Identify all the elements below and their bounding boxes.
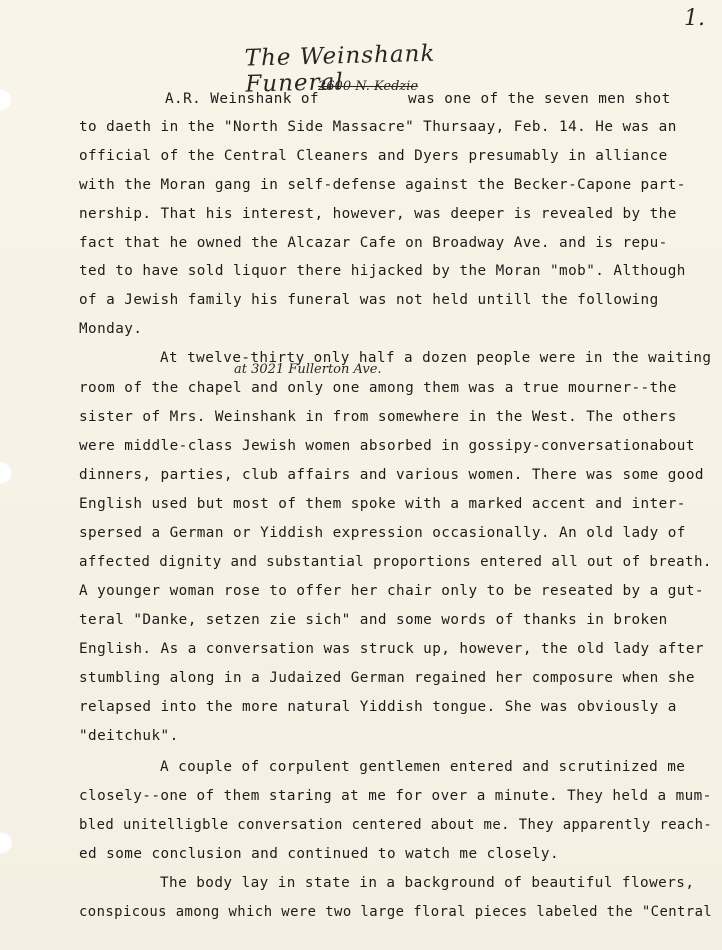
handwritten-title: The Weinshank Funeral: [244, 40, 436, 98]
text-line: A couple of corpulent gentlemen entered and scrutinized me: [160, 759, 686, 775]
text-line: ed some conclusion and continued to watch me closely.: [79, 846, 560, 862]
handwritten-insertion: at 3021 Fullerton Ave.: [234, 362, 382, 377]
text-line: At twelve-thirty only half a dozen people were in the waiting: [160, 350, 712, 366]
text-line: English. As a conversation was struck up, however, the old lady after: [79, 641, 704, 657]
text-line: ted to have sold liquor there hijacked by the Moran "mob". Although: [79, 263, 686, 279]
text-line: affected dignity and substantial proportions entered all out of breath.: [79, 554, 712, 570]
text-line: The body lay in state in a background of beautiful flowers,: [160, 875, 695, 891]
text-line: conspicous among which were two large floral pieces labeled the "Central: [79, 904, 713, 920]
page-number: 1.: [684, 6, 705, 31]
text-line: stumbling along in a Judaized German regained her composure when she: [79, 670, 695, 686]
text-line: was one of the seven men shot: [408, 91, 671, 107]
text-line: A.R. Weinshank of: [165, 91, 329, 107]
text-line: relapsed into the more natural Yiddish tongue. She was obviously a: [79, 699, 677, 715]
binder-hole: [0, 462, 13, 484]
text-line: official of the Central Cleaners and Dyers presumably in alliance: [79, 148, 668, 164]
text-line: with the Moran gang in self-defense against the Becker-Capone part-: [79, 177, 686, 193]
text-line: to daeth in the "North Side Massacre" Thursaay, Feb. 14. He was an: [79, 119, 677, 135]
text-line: were middle-class Jewish women absorbed in gossipy-conversationabout: [79, 438, 695, 454]
text-line: English used but most of them spoke with a marked accent and inter-: [79, 496, 686, 512]
text-line: bled unitelligble conversation centered about me. They apparently reach-: [79, 817, 713, 833]
text-line: dinners, parties, club affairs and various women. There was some good: [79, 467, 704, 483]
text-line: nership. That his interest, however, was deeper is revealed by the: [79, 206, 677, 222]
text-line: room of the chapel and only one among them was a true mourner--the: [79, 380, 677, 396]
binder-hole: [0, 832, 13, 854]
text-line: "deitchuk".: [79, 728, 179, 744]
binder-hole: [0, 89, 13, 111]
text-line: sister of Mrs. Weinshank in from somewhere in the West. The others: [79, 409, 677, 425]
text-line: fact that he owned the Alcazar Cafe on Broadway Ave. and is repu-: [79, 235, 668, 251]
text-line: A younger woman rose to offer her chair only to be reseated by a gut-: [79, 583, 704, 599]
text-line: of a Jewish family his funeral was not held untill the following: [79, 292, 659, 308]
handwritten-address: 2600 N. Kedzie: [318, 79, 419, 94]
text-line: Monday.: [79, 321, 143, 337]
text-line: teral "Danke, setzen zie sich" and some words of thanks in broken: [79, 612, 668, 628]
text-line: spersed a German or Yiddish expression occasionally. An old lady of: [79, 525, 686, 541]
text-line: closely--one of them staring at me for over a minute. They held a mum-: [79, 788, 712, 804]
